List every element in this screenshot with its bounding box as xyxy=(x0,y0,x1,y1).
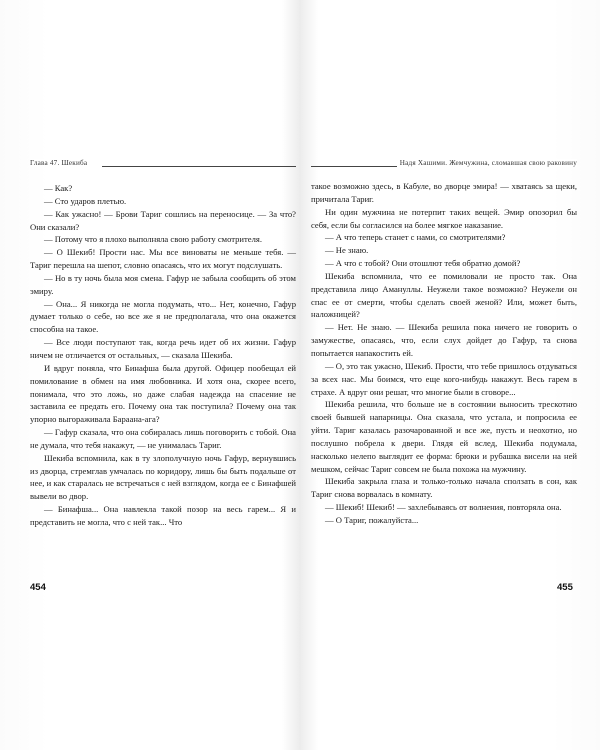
paragraph: — Нет. Не знаю. — Шекиба решила пока ничего не говорить о замужестве, опасаясь, что, если слух дойдет до Гафур, та снова попытается напакостить ей. xyxy=(311,322,577,358)
left-running-head xyxy=(30,158,296,172)
paragraph: — Потому что я плохо выполняла свою работу смотрителя. xyxy=(44,234,262,245)
chapter-title: Глава 47. Шекиба xyxy=(30,159,90,167)
paragraph: Шекиба вспомнила, что ее помиловали не просто так. Она представила лицо Амануллы. Неужели такое возможно? Неужели он спас ее от смерти, чтобы сделать своей женой? Или, может быть, наложницей? xyxy=(311,270,577,320)
paragraph: — Сто ударов плетью. xyxy=(44,195,127,206)
paragraph: — Как ужасно! — Брови Тариг сошлись на переносице. — За что? Они сказали? xyxy=(30,208,296,232)
paragraph: Шекиба вспомнила, как в ту злополучную ночь Гафур, вернувшись из дворца, стремглав умчалась по коридору, лишь бы быть подальше от нее, и как старалась не встречаться с ней взглядом, когда ее с Бинафшей вывели во двор. xyxy=(30,452,296,502)
paragraph: — Все люди поступают так, когда речь идет об их жизни. Гафур ничем не отличается от остальных, — сказала Шекиба. xyxy=(30,337,296,360)
paragraph: Шекиба закрыла глаза и только-только начала сползать в сон, как Тариг снова ворвалась в комнату. xyxy=(311,476,577,500)
paragraph: — О, это так ужасно, Шекиб. Прости, что тебе пришлось отдуваться за всех нас. Мы боимся, что еще кого-нибудь накажут. Весь гарем в страхе. А вдруг они решат, что многие были в сговоре... xyxy=(311,360,577,397)
header-rule xyxy=(311,166,407,167)
paragraph: — О Шекиб! Прости нас. Мы все виноваты не меньше тебя. — Тариг перешла на шепот, словно опасаясь, что их могут подслушать. xyxy=(30,247,296,271)
paragraph: — О Тариг, пожалуйста... xyxy=(325,514,419,525)
paragraph: — Бинафша... Она навлекла такой позор на весь гарем... Я и представить не могла, что с ней так... Что xyxy=(30,504,296,527)
paragraph: Ни один мужчина не потерпит таких вещей. Эмир опозорил бы себя, если бы согласился на более мягкое наказание. xyxy=(311,206,577,230)
paragraph: — А что теперь станет с нами, со смотрителями? xyxy=(325,232,506,243)
paragraph: — Шекиб! Шекиб! — захлебываясь от волнения, повторяла она. xyxy=(325,502,562,513)
paragraph: — Как? xyxy=(44,183,73,193)
paragraph: И вдруг поняла, что Бинафша была другой. Офицер пообещал ей помилование в обмен на имя любовника. И хотя она, скорее всего, понимала, что это ложь, но даже слабая надежда на спасение не заставила ее предать его. Почему она так поступила? Почему она так упорно выгораживала Бараана-ага? xyxy=(30,362,296,425)
paragraph: такое возможно здесь, в Кабуле, во дворце эмира! — хватаясь за щеки, причитала Тариг. xyxy=(311,181,577,204)
paragraph: — А что с тобой? Они отошлют тебя обратно домой? xyxy=(325,258,521,269)
paragraph: — Не знаю. xyxy=(325,245,369,256)
header-rule xyxy=(102,166,296,167)
paragraph: Шекиба решила, что больше не в состоянии выносить трескотню своей бывшей напарницы. Она сказала, что устала, и попросила ее уйти. Тариг казалась разочарованной и все же, пусть и неохотно, но послушно побрела к двери. Глядя ей вслед, Шекиба подумала, насколько нелепо выглядит ее форма: брюки и рубашка висели на ней мешком, сейчас Тариг совсем не была похожа на мужчину. xyxy=(311,399,577,474)
paragraph: — Она... Я никогда не могла подумать, что... Нет, конечно, Гафур думает только о себе, но все же я не предполагала, что она окажется способна на такое. xyxy=(30,298,296,335)
left-page-number: 454 xyxy=(30,582,46,593)
left-body-text xyxy=(30,182,296,529)
right-page xyxy=(311,158,577,527)
right-running-head xyxy=(311,158,577,172)
book-title-author: Надя Хашими. Жемчужина, сломавшая свою раковину xyxy=(397,159,577,167)
paragraph: — Гафур сказала, что она собиралась лишь поговорить с тобой. Она не думала, что тебя накажут, — не унималась Тариг. xyxy=(30,427,296,450)
paragraph: — Но в ту ночь была моя смена. Гафур не забыла сообщить об этом эмиру. xyxy=(30,272,296,296)
right-page-number: 455 xyxy=(557,582,573,593)
right-body-text xyxy=(311,180,577,527)
left-page xyxy=(30,158,296,529)
